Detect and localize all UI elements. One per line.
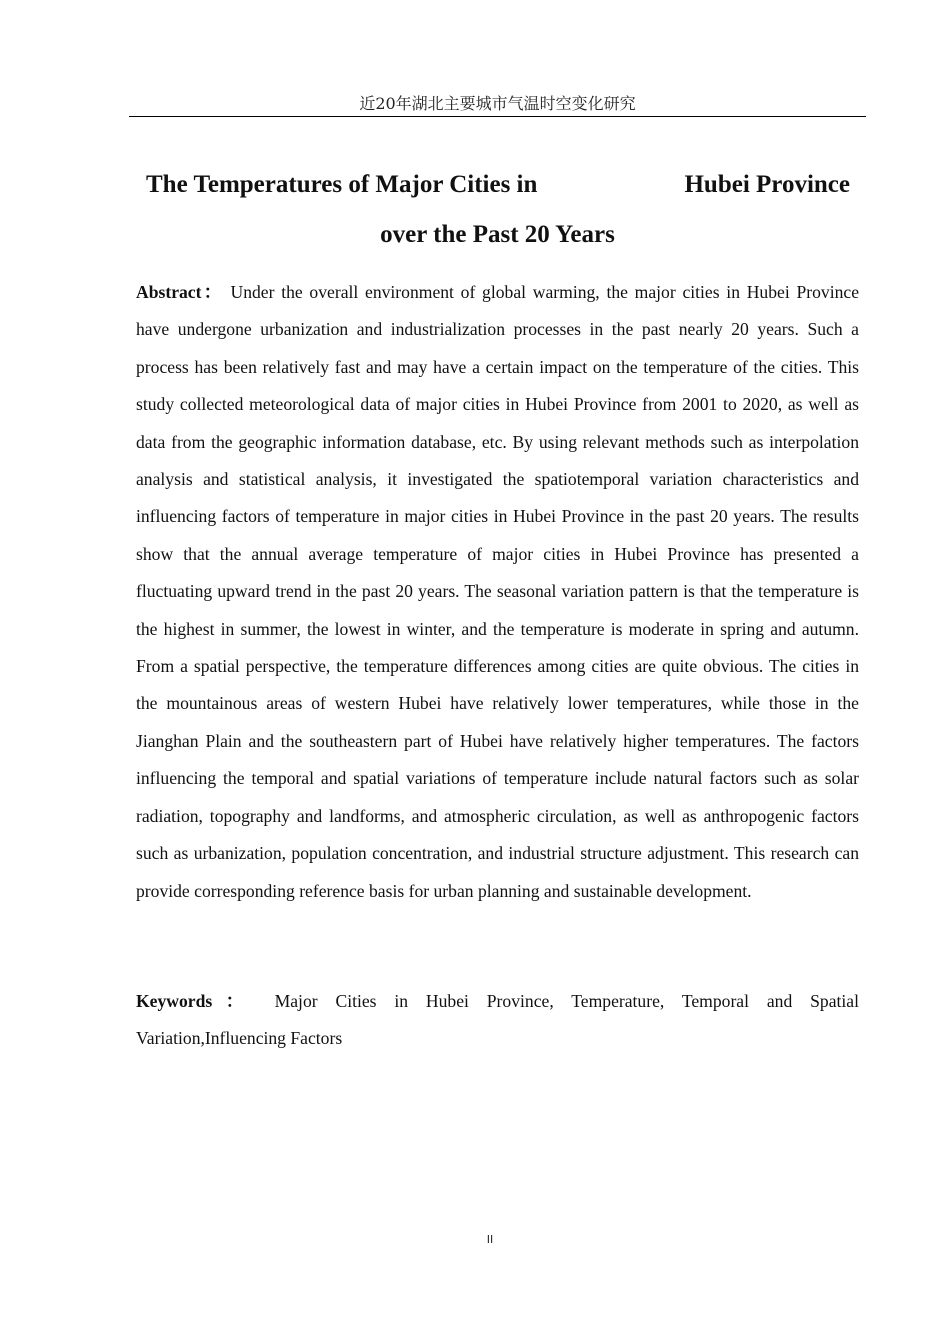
abstract-paragraph [136,274,859,910]
paper-title-line-1 [146,168,850,202]
keywords-label: Keywords： [136,991,257,1011]
abstract-text: Under the overall environment of global warming, the major cities in Hubei Province have undergone urbanization and industrialization processes in the past nearly 20 years. Such a process has been relatively fast and may have a certain impact on the temperature of the cities. This study collected meteorological data of major cities in Hubei Province from 2001 to 2020, as well as data from the geographic information database, etc. By using relevant methods such as interpolation analysis and statistical analysis, it investigated the spatiotemporal variation characteristics and influencing factors of temperature in major cities in Hubei Province in the past 20 years. The results show that the annual average temperature of major cities in Hubei Province has presented a fluctuating upward trend in the past 20 years. The seasonal variation pattern is that the temperature is the highest in summer, the lowest in winter, and the temperature is moderate in spring and autumn. From a spatial perspective, the temperature differences among cities are quite obvious. The cities in the mountainous areas of western Hubei have relatively lower temperatures, while those in the Jianghan Plain and the southeastern part of Hubei have relatively higher temperatures. The factors influencing the temporal and spatial variations of temperature include natural factors such as solar radiation, topography and landforms, and atmospheric circulation, as well as anthropogenic factors such as urbanization, population concentration, and industrial structure adjustment. This research can provide corresponding reference basis for urban planning and sustainable development. [136,282,860,901]
keywords-text: Major Cities in Hubei Province, Temperature, Temporal and Spatial Variation,Influencing Factors [136,991,859,1049]
running-header [129,92,866,117]
paper-title-part-1: The Temperatures of Major Cities in [146,171,538,198]
paper-title-line-2: over the Past 20 Years [380,221,615,248]
abstract-label: Abstract： [136,282,224,302]
page-number: II [486,1233,494,1246]
running-header-title: 近20年湖北主要城市气温时空变化研究 [359,94,636,113]
paper-title-part-2: Hubei Province [684,171,850,198]
keywords-paragraph [136,983,859,1058]
